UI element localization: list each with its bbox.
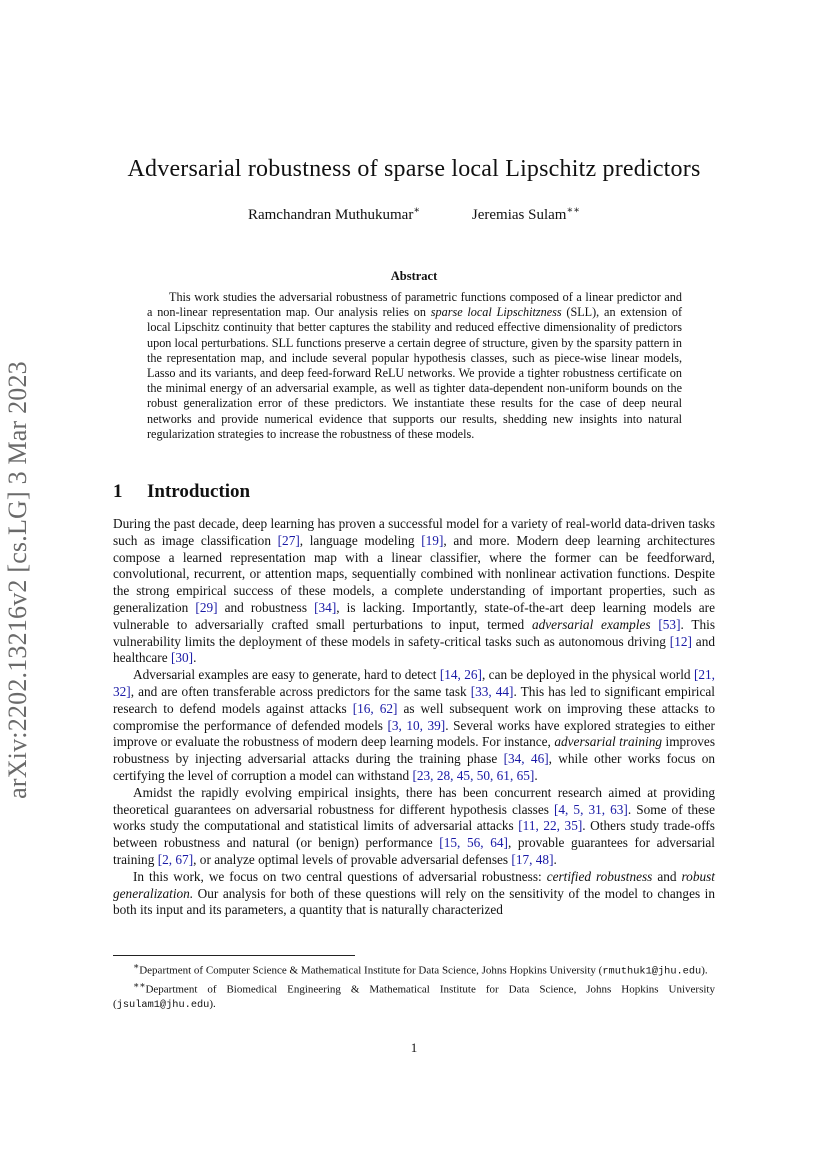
paragraph-text: . bbox=[534, 767, 538, 783]
citation-link[interactable]: [30] bbox=[170, 650, 194, 666]
paragraph-text: , provable guarantees for adversarial training bbox=[113, 835, 715, 867]
citation-link[interactable]: [11, 22, 35] bbox=[518, 818, 583, 834]
footnote-1 bbox=[113, 960, 715, 979]
citation-link[interactable]: [21, 32] bbox=[113, 667, 715, 699]
footnotes bbox=[113, 960, 715, 1012]
paragraph-text: , and more. Modern deep learning architectures compose a learned representation map with a linear classifier, where the former can be feedforward, convolutional, recurrent, or attention maps, sequentially combined with nonlinear activation functions. Despite the strong empirical success of these models, a complete understanding of important properties, such as generalization bbox=[113, 532, 716, 615]
citation-link[interactable]: [3, 10, 39] bbox=[387, 717, 446, 733]
paragraph-text: Amidst the rapidly evolving empirical insights, there has been concurrent research aimed at providing theoretical guarantees on adversarial robustness for different hypothesis classes bbox=[113, 784, 715, 817]
author-1 bbox=[248, 205, 420, 224]
author-2 bbox=[472, 205, 580, 224]
citation-link[interactable]: [4, 5, 31, 63] bbox=[553, 801, 628, 817]
citation-link[interactable]: [16, 62] bbox=[352, 700, 398, 716]
citation-link[interactable]: [23, 28, 45, 50, 61, 65] bbox=[412, 767, 535, 783]
section-title: Introduction bbox=[147, 481, 251, 502]
paragraph-text: improves robustness by injecting adversarial attacks during the training phase bbox=[113, 734, 715, 767]
citation-link[interactable]: [53] bbox=[658, 616, 681, 632]
citation-link[interactable]: [29] bbox=[195, 599, 218, 615]
paragraph-text: and bbox=[652, 868, 682, 884]
paragraph-text: . bbox=[193, 650, 197, 666]
emphasis-text: adversarial examples bbox=[531, 616, 651, 632]
citation-link[interactable]: [33, 44] bbox=[470, 683, 514, 699]
paragraph-text: and healthcare bbox=[113, 633, 715, 666]
footnote-1-mark: ∗ bbox=[133, 961, 140, 971]
abstract-text-1: This work studies the adversarial robustness of parametric functions composed of a linear predictor and a non-linear representation map. Our analysis relies on bbox=[147, 290, 682, 320]
author-1-name: Ramchandran Muthukumar bbox=[247, 207, 414, 223]
footnote-1-text: Department of Computer Science & Mathematical Institute for Data Science, Johns Hopkins University ( bbox=[139, 964, 603, 977]
paragraph-text: In this work, we focus on two central questions of adversarial robustness: bbox=[133, 868, 547, 884]
emphasis-text: adversarial training bbox=[554, 734, 663, 750]
citation-link[interactable]: [34] bbox=[314, 599, 337, 615]
paragraph-1 bbox=[113, 516, 715, 667]
citation-link[interactable]: [2, 67] bbox=[157, 851, 194, 867]
arxiv-identifier: arXiv:2202.13216v2 [cs.LG] 3 Mar 2023 bbox=[3, 361, 32, 799]
paragraph-text: , is lacking. Importantly, state-of-the-art deep learning models are vulnerable to adversarially crafted small perturbations to input, termed bbox=[113, 599, 715, 632]
emphasis-text: robust generalization. bbox=[113, 868, 715, 901]
footnote-2-text: Department of Biomedical Engineering & Mathematical Institute for Data Science, Johns Hopkins University ( bbox=[113, 983, 715, 1010]
paragraph-text: Our analysis for both of these questions will rely on the sensitivity of the model to changes in both its input and its parameters, a quantity that is naturally characterized bbox=[113, 885, 715, 918]
paragraph-text: , while other works focus on certifying the level of corruption a model can withstand bbox=[113, 751, 715, 783]
paragraph-text: . This has led to significant empirical research to defend models against attacks bbox=[113, 683, 715, 716]
paper-title: Adversarial robustness of sparse local Lipschitz predictors bbox=[127, 156, 701, 182]
citation-link[interactable]: [12] bbox=[669, 633, 692, 649]
footnote-rule bbox=[113, 955, 355, 956]
footnote-2-end: ). bbox=[209, 997, 216, 1010]
footnote-2-email[interactable]: jsulam1@jhu.edu bbox=[116, 998, 210, 1011]
paragraph-2 bbox=[113, 667, 715, 785]
citation-link[interactable]: [15, 56, 64] bbox=[439, 835, 508, 851]
paragraph-text: During the past decade, deep learning has proven a successful model for a variety of real-world data-driven tasks such as image classification bbox=[113, 516, 715, 548]
paragraph-text: , can be deployed in the physical world bbox=[481, 667, 694, 683]
citation-link[interactable]: [19] bbox=[421, 532, 444, 548]
paragraph-text: as well subsequent work on improving these attacks to compromise the performance of defended models bbox=[113, 700, 715, 733]
paragraph-text: , language modeling bbox=[299, 532, 422, 548]
author-2-name: Jeremias Sulam bbox=[471, 207, 567, 223]
paragraph-3 bbox=[113, 785, 715, 869]
citation-link[interactable]: [17, 48] bbox=[511, 851, 554, 867]
citation-link[interactable]: [14, 26] bbox=[439, 667, 482, 683]
paragraph-4 bbox=[113, 869, 715, 919]
author-1-mark: ∗ bbox=[413, 205, 421, 216]
section-number: 1 bbox=[113, 481, 123, 502]
citation-link[interactable]: [34, 46] bbox=[503, 751, 549, 767]
section-heading bbox=[113, 481, 250, 503]
abstract-heading: Abstract bbox=[390, 269, 438, 283]
paragraph-text: . Some of these works study the computational and statistical limits of adversarial attacks bbox=[113, 801, 715, 834]
paragraph-text: and robustness bbox=[217, 599, 315, 615]
paragraph-text: . Others study trade-offs between robustness and natural (or benign) performance bbox=[113, 818, 715, 851]
abstract-body bbox=[147, 290, 682, 442]
page-number: 1 bbox=[410, 1040, 418, 1055]
paragraph-text: , and are often transferable across predictors for the same task bbox=[130, 683, 471, 699]
abstract-text-2: (SLL), an extension of local Lipschitz continuity that better captures the stability and reduced effective dimensionality of predictors upon local perturbations. SLL functions preserve a certain degree of structure, given by the sparsity pattern in the representation map, and include several popular hypothesis classes, such as piece-wise linear models, Lasso and its variants, and deep feed-forward ReLU networks. We provide a tighter robustness certificate on the minimal energy of an adversarial example, as well as tighter data-dependent non-uniform bounds on the robust generalization error of these predictors. We instantiate these results for the case of deep neural networks and provide numerical evidence that supports our results, shedding new insights into natural regularization strategies to increase the robustness of these models. bbox=[147, 305, 682, 441]
author-2-mark: ∗∗ bbox=[566, 205, 581, 216]
paragraph-text: . Several works have explored strategies to either improve or evaluate the robustness of modern deep learning models. For instance, bbox=[113, 717, 715, 750]
abstract-emphasis: sparse local Lipschitzness bbox=[430, 305, 562, 320]
abstract-paragraph bbox=[147, 290, 682, 442]
author-list bbox=[0, 205, 828, 224]
body-text bbox=[113, 516, 715, 919]
paragraph-text: Adversarial examples are easy to generate, hard to detect bbox=[133, 667, 440, 683]
citation-link[interactable]: [27] bbox=[277, 532, 300, 548]
footnote-1-end: ). bbox=[701, 964, 708, 977]
paragraph-text: , or analyze optimal levels of provable adversarial defenses bbox=[193, 851, 512, 867]
paragraph-text: . bbox=[553, 851, 557, 867]
footnote-2 bbox=[113, 979, 715, 1012]
footnote-1-email[interactable]: rmuthuk1@jhu.edu bbox=[602, 965, 702, 978]
paragraph-text: . This vulnerability limits the deployment of these models in safety-critical tasks such as autonomous driving bbox=[113, 616, 716, 649]
footnote-2-mark: ∗∗ bbox=[133, 980, 146, 991]
emphasis-text: certified robustness bbox=[546, 868, 653, 884]
